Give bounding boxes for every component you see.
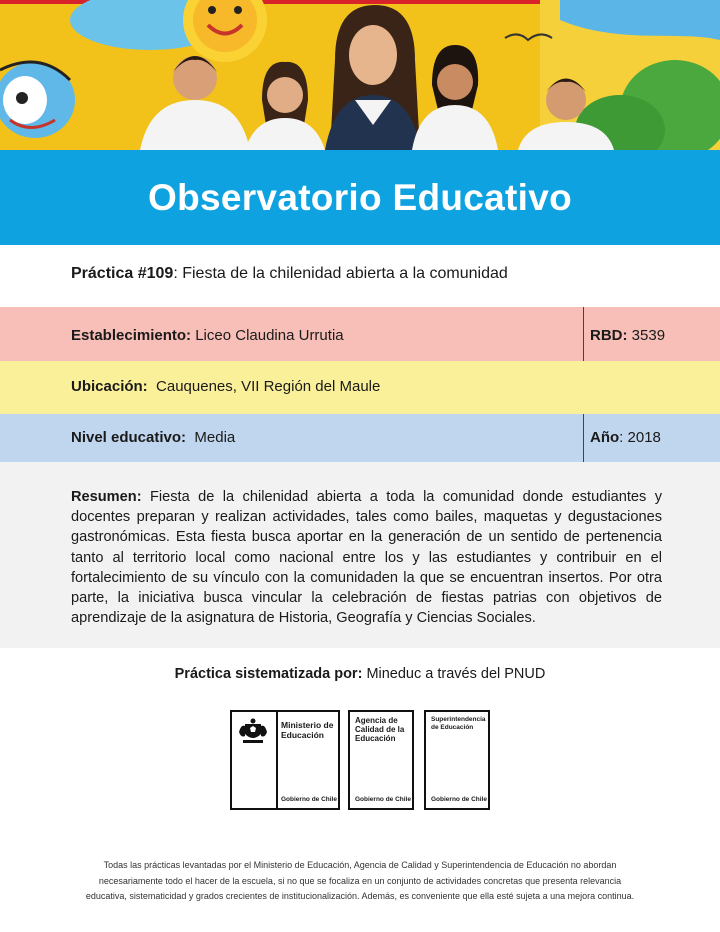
page-title: Observatorio Educativo [148,176,572,218]
disclaimer-footnote [60,858,660,905]
logo-gobierno: Gobierno de Chile [355,796,411,803]
resumen-label: Resumen: [71,489,142,505]
anio-field [590,429,661,446]
logo-name: Ministerio de Educación [281,720,334,740]
sistematizada-label: Práctica sistematizada por: [174,666,363,682]
establecimiento-field [71,327,344,344]
title-banner [0,150,720,245]
ubicacion-label: Ubicación: [71,378,148,395]
nivel-field [71,429,235,446]
nivel-row [0,414,720,462]
nivel-label: Nivel educativo: [71,429,187,446]
logo-gobierno: Gobierno de Chile [281,796,337,803]
practica-label: Práctica #109 [71,265,174,282]
column-divider [583,307,584,361]
establecimiento-row [0,307,720,361]
establecimiento-value: Liceo Claudina Urrutia [195,327,344,344]
practica-separator: : [173,265,178,282]
establecimiento-label: Establecimiento: [71,327,192,344]
practica-text [71,265,508,283]
sistematizada-line [0,666,720,682]
practica-value: Fiesta de la chilenidad abierta a la comunidad [182,265,508,282]
superintendencia-logo [424,710,490,810]
sistematizada-value: Mineduc a través del PNUD [366,666,546,682]
logo-name: Agencia de Calidad de la Educación [355,716,405,743]
logo-gobierno: Gobierno de Chile [431,796,487,803]
coat-of-arms-icon [232,712,278,808]
agencia-calidad-logo [348,710,414,810]
footnote-line: necesariamente todo el hacer de la escuela, si no que se focaliza en un conjunto de actividades concretas que presenta relevancia [98,875,622,886]
ubicacion-row [0,361,720,414]
ubicacion-value: Cauquenes, VII Región del Maule [156,378,381,395]
rbd-value: 3539 [631,327,666,344]
hero-photo [0,0,720,150]
practica-row [0,245,720,307]
resumen-section [0,462,720,648]
logo-name: Superintendencia de Educación [431,716,486,731]
anio-label: Año [590,429,620,446]
rbd-label: RBD: [590,327,628,344]
anio-value: : 2018 [619,429,661,446]
resumen-paragraph [71,487,662,628]
rbd-field [590,327,665,344]
footnote-line: Todas las prácticas levantadas por el Ministerio de Educación, Agencia de Calidad y Superintendencia de Educación no abordan [103,860,617,870]
footnote-line: educativa, sistematicidad y grados crecientes de institucionalización. Además, es conveniente que ella esté sujeta a una mejora continua. [85,891,635,901]
nivel-value: Media [194,429,236,446]
column-divider [583,414,584,462]
resumen-text: Fiesta de la chilenidad abierta a toda la comunidad donde estudiantes y docentes preparan y realizan actividades, tales como bailes, maquetas y degustaciones gastronómicas. Esta fiesta busca aportar en la generación de un sentido de pertenencia tanto al territorio local como nacional entre los y las estudiantes y contribuir en el fortalecimiento de su vínculo con la comunidaden la que se encuentran insertos. Por otra parte, la iniciativa busca vincular la celebración de fiestas patrias con objetivos de aprendizaje de la asignatura de Historia, Geografía y Ciencias Sociales. [71,489,662,627]
mineduc-logo [230,710,340,810]
ubicacion-field [71,378,380,395]
